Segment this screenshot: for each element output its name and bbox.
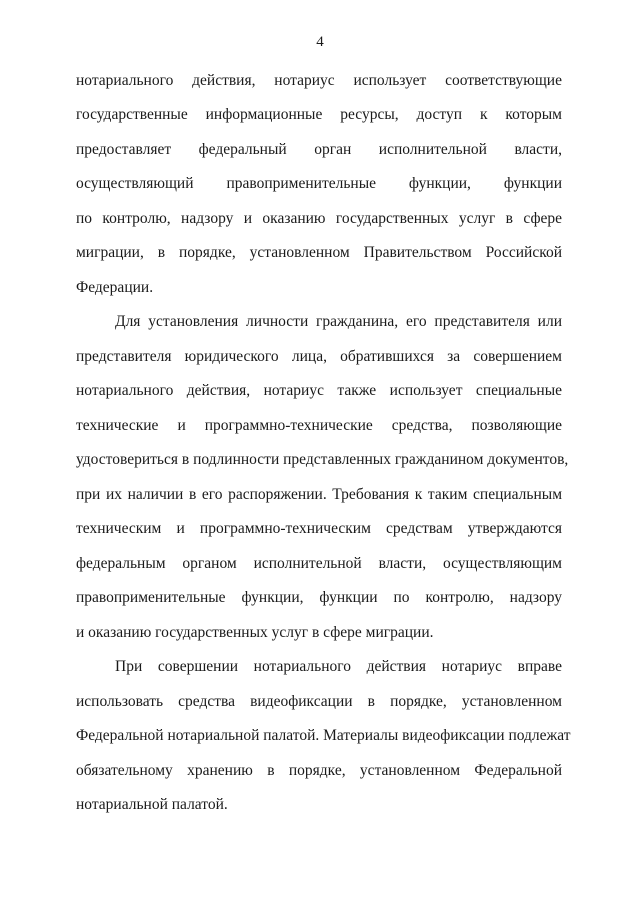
paragraph-3-line-3: Федеральной нотариальной палатой. Материалы видеофиксации подлежат (76, 727, 571, 744)
paragraph-1-line-4: осуществляющий правоприменительные функции, функции (76, 175, 562, 192)
paragraph-3-line-2: использовать средства видеофиксации в порядке, установленном (76, 693, 562, 710)
paragraph-2-line-4: технические и программно-технические средства, позволяющие (76, 417, 562, 434)
paragraph-1-line-3: предоставляет федеральный орган исполнительной власти, (76, 141, 562, 158)
paragraph-2-line-6: при их наличии в его распоряжении. Требования к таким специальным (76, 486, 562, 503)
paragraph-2-line-2: представителя юридического лица, обратившихся за совершением (76, 348, 562, 365)
paragraph-1-line-6: миграции, в порядке, установленном Правительством Российской (76, 244, 562, 261)
page-number: 4 (316, 34, 324, 50)
paragraph-3-line-5: нотариальной палатой. (76, 796, 228, 813)
paragraph-2-line-10: и оказанию государственных услуг в сфере миграции. (76, 624, 434, 641)
paragraph-1-line-5: по контролю, надзору и оказанию государственных услуг в сфере (76, 210, 562, 227)
paragraph-1-line-1: нотариального действия, нотариус использует соответствующие (76, 72, 562, 89)
paragraph-3-line-1: При совершении нотариального действия нотариус вправе (115, 658, 562, 675)
paragraph-2-line-9: правоприменительные функции, функции по контролю, надзору (76, 589, 562, 606)
paragraph-2-line-7: техническим и программно-техническим средствам утверждаются (76, 520, 562, 537)
paragraph-2-line-5: удостовериться в подлинности представленных гражданином документов, (76, 451, 569, 468)
paragraph-1-line-7: Федерации. (76, 279, 154, 296)
paragraph-2-line-8: федеральным органом исполнительной власти, осуществляющим (76, 555, 562, 572)
paragraph-3-line-4: обязательному хранению в порядке, установленном Федеральной (76, 762, 562, 779)
paragraph-2-line-3: нотариального действия, нотариус также использует специальные (76, 382, 562, 399)
paragraph-1-line-2: государственные информационные ресурсы, доступ к которым (76, 106, 562, 123)
paragraph-2-line-1: Для установления личности гражданина, его представителя или (115, 313, 562, 330)
